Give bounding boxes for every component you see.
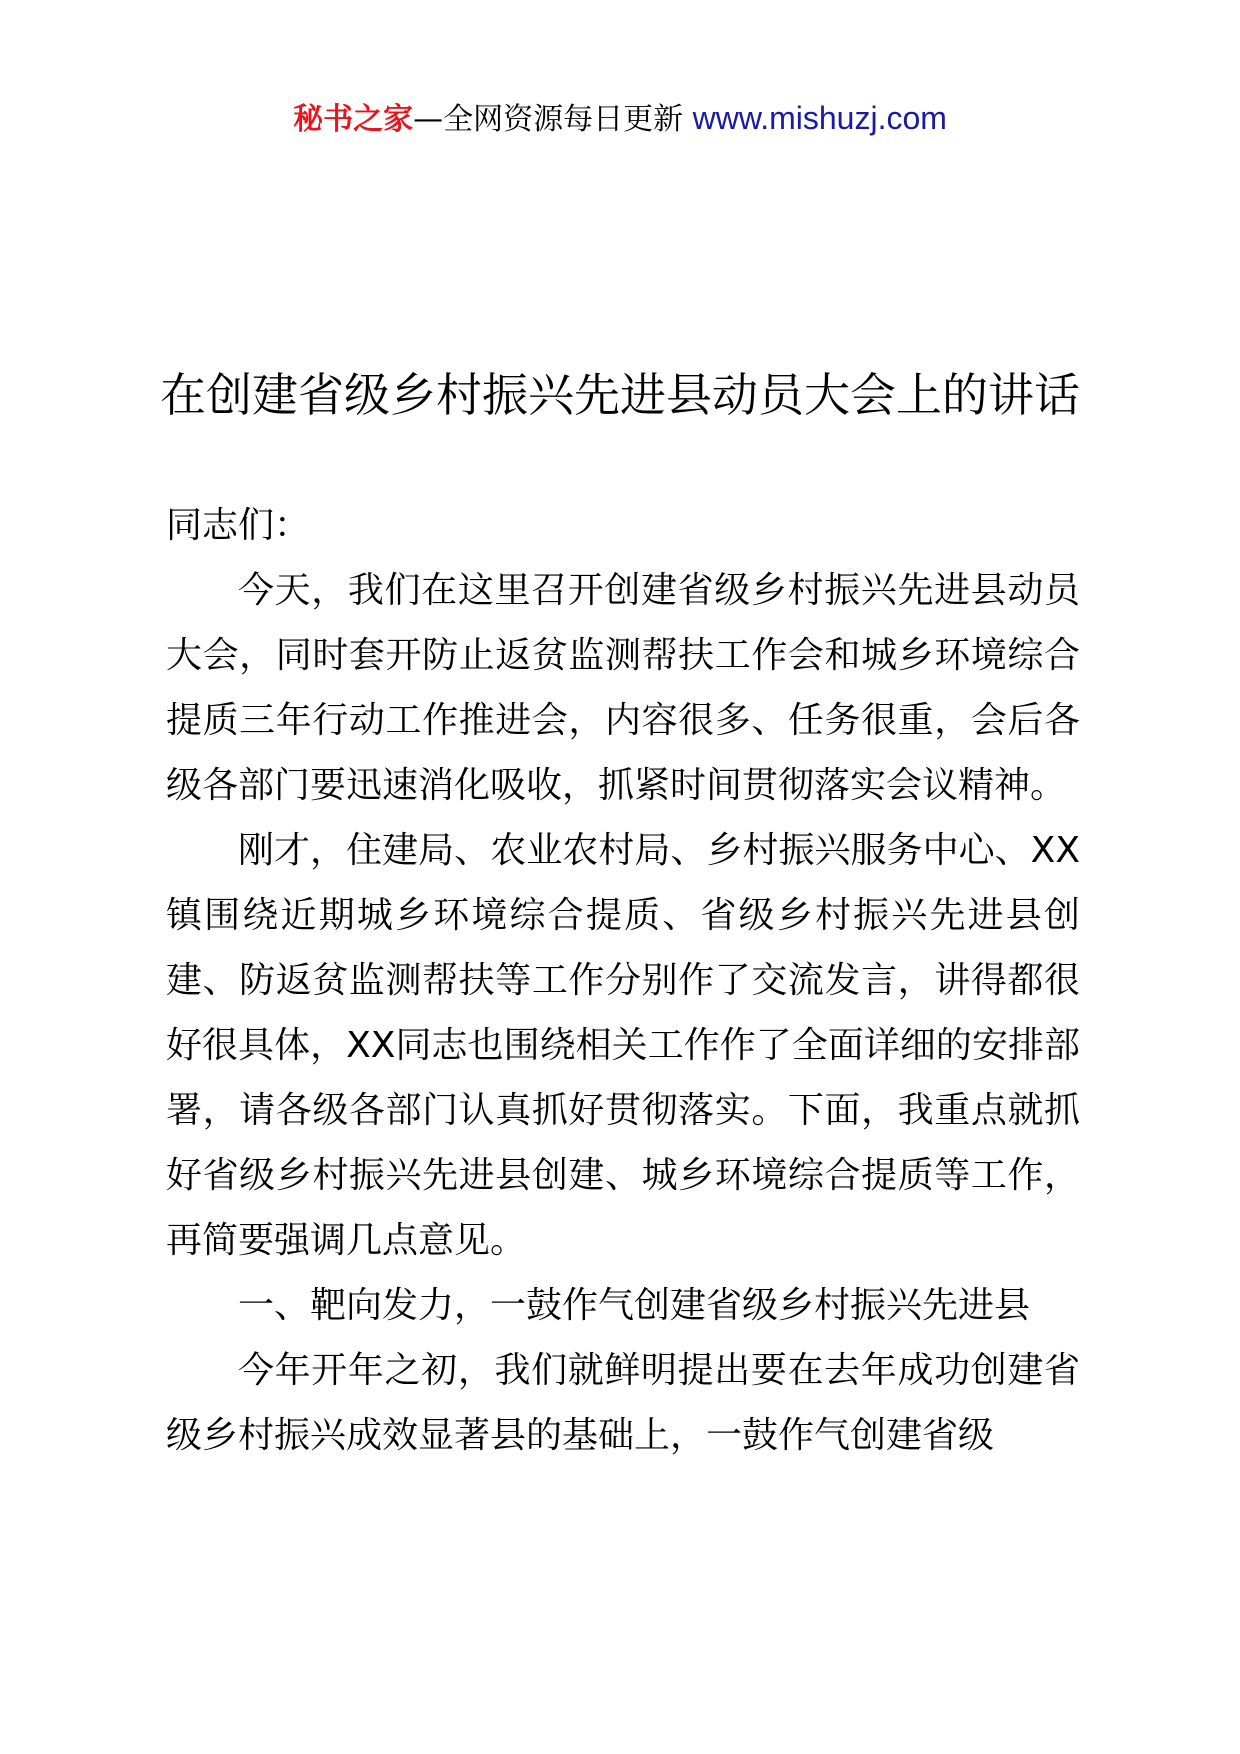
salutation: 同志们： bbox=[166, 505, 311, 546]
document-body bbox=[166, 493, 1080, 1468]
header-slogan: —全网资源每日更新 bbox=[413, 102, 693, 137]
site-header bbox=[0, 98, 1240, 140]
brand-name: 秘书之家 bbox=[293, 102, 414, 137]
body-paragraph: 今天，我们在这里召开创建省级乡村振兴先进县动员大会，同时套开防止返贫监测帮扶工作会和城乡环境综合提质三年行动工作推进会，内容很多、任务很重，会后各级各部门要迅速消化吸收，抓紧时间贯彻落实会议精神。 bbox=[166, 570, 1080, 806]
section-heading: 一、靶向发力，一鼓作气创建省级乡村振兴先进县 bbox=[238, 1285, 1031, 1326]
site-url-link[interactable]: www.mishuzj.com bbox=[692, 100, 947, 136]
body-paragraph: 刚才，住建局、农业农村局、乡村振兴服务中心、XX镇围绕近期城乡环境综合提质、省级乡村振兴先进县创建、防返贫监测帮扶等工作分别作了交流发言，讲得都很好很具体，XX同志也围绕相关工作作了全面详细的安排部署，请各级各部门认真抓好贯彻落实。下面，我重点就抓好省级乡村振兴先进县创建、城乡环境综合提质等工作，再简要强调几点意见。 bbox=[166, 830, 1080, 1261]
document-title: 在创建省级乡村振兴先进县动员大会上的讲话 bbox=[160, 368, 1080, 422]
body-paragraph: 今年开年之初，我们就鲜明提出要在去年成功创建省级乡村振兴成效显著县的基础上，一鼓作气创建省级 bbox=[166, 1350, 1080, 1456]
